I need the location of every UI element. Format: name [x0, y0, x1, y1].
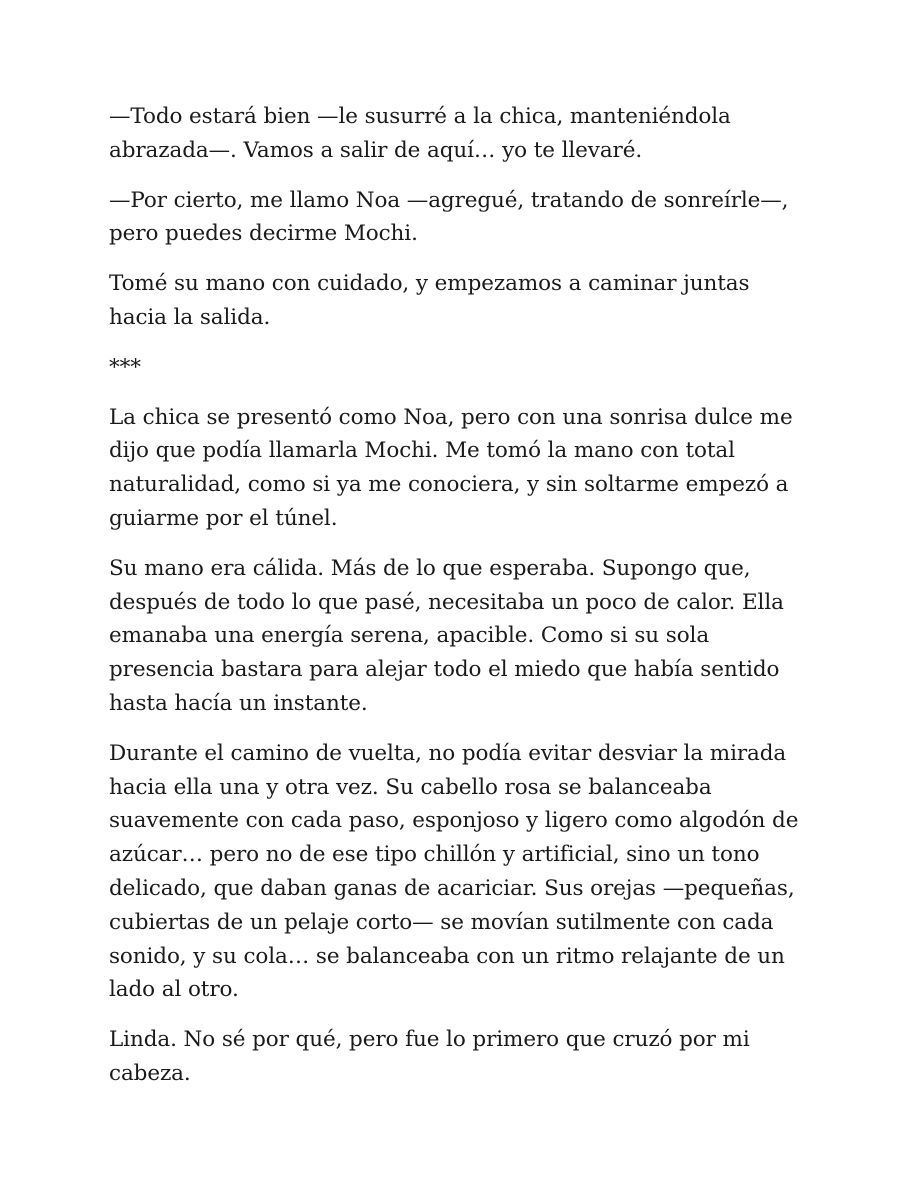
section-separator: *** [109, 354, 141, 380]
paragraph-5: Su mano era cálida. Más de lo que esperaba. Supongo que, después de todo lo que pasé, necesitaba un poco de calor. Ella emanaba una energía serena, apacible. Como si su sola presencia bastara para alejar todo el miedo que había sentido hasta hacía un instante. [109, 555, 784, 716]
paragraph-1: —Todo estará bien —le susurré a la chica, manteniéndola abrazada—. Vamos a salir de aquí… yo te llevaré. [109, 104, 731, 163]
paragraph-7: Linda. No sé por qué, pero fue lo primero que cruzó por mi cabeza. [109, 1027, 750, 1086]
document-page [109, 100, 799, 1107]
paragraph-4: La chica se presentó como Noa, pero con una sonrisa dulce me dijo que podía llamarla Mochi. Me tomó la mano con total naturalidad, como si ya me conociera, y sin soltarme empezó a guiarme por el túnel. [109, 404, 793, 531]
paragraph-6: Durante el camino de vuelta, no podía evitar desviar la mirada hacia ella una y otra vez. Su cabello rosa se balanceaba suavemente con cada paso, esponjoso y ligero como algodón de azúcar… pero no de ese tipo chillón y artificial, sino un tono delicado, que daban ganas de acariciar. Sus orejas —pequeñas, cubiertas de un pelaje corto— se movían sutilmente con cada sonido, y su cola… se balanceaba con un ritmo relajante de un lado al otro. [109, 740, 799, 1003]
paragraph-2: —Por cierto, me llamo Noa —agregué, tratando de sonreírle—, pero puedes decirme Mochi. [109, 187, 789, 247]
paragraph-3: Tomé su mano con cuidado, y empezamos a caminar juntas hacia la salida. [109, 271, 750, 330]
